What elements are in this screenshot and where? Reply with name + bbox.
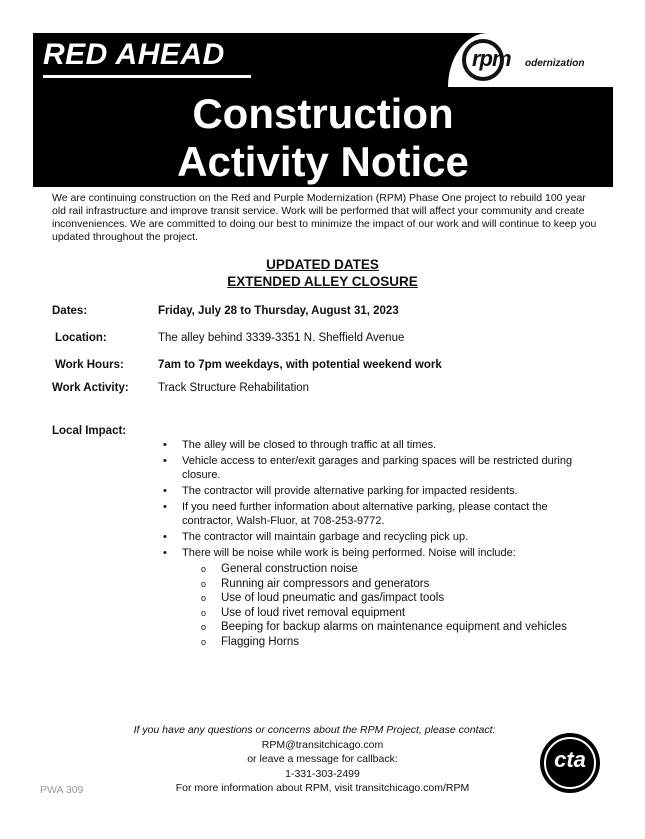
contact-website[interactable]: For more information about RPM, visit transitchicago.com/RPM <box>175 782 470 794</box>
work-activity-label: Work Activity: <box>52 382 129 394</box>
noise-item: o General construction noise <box>201 563 358 575</box>
cta-logo-text: cta <box>554 747 586 772</box>
header-banner <box>33 33 613 187</box>
dates-value: Friday, July 28 to Thursday, August 31, 2023 <box>158 305 399 317</box>
list-item: • If you need further information about alternative parking, please contact the contractor, Walsh-Fluor, at 708-253-9772. <box>163 501 548 527</box>
form-code: PWA 309 <box>40 784 84 796</box>
list-item: • There will be noise while work is being performed. Noise will include: <box>163 547 516 559</box>
title-line-1: Construction <box>192 90 454 137</box>
updated-dates-heading: UPDATED DATES <box>266 257 379 272</box>
work-activity-value: Track Structure Rehabilitation <box>158 382 310 394</box>
contact-intro: If you have any questions or concerns about the RPM Project, please contact: <box>133 724 496 736</box>
circle-bullet-icon: o <box>201 564 207 574</box>
circle-bullet-icon: o <box>201 636 207 647</box>
dates-label: Dates: <box>52 305 88 317</box>
local-impact-label: Local Impact: <box>52 425 127 437</box>
circle-bullet-icon: o <box>201 607 207 618</box>
red-ahead-logo: RED AHEAD <box>43 38 225 71</box>
bullet-icon: • <box>163 547 167 559</box>
location-label: Location: <box>55 332 107 344</box>
contact-phone: 1-331-303-2499 <box>285 768 360 780</box>
noise-item: o Running air compressors and generators <box>201 577 430 590</box>
contact-email[interactable]: RPM@transitchicago.com <box>261 739 384 751</box>
location-value: The alley behind 3339-3351 N. Sheffield Avenue <box>158 332 405 344</box>
list-item: • The alley will be closed to through traffic at all times. <box>163 439 437 451</box>
contact-callback-note: or leave a message for callback: <box>247 753 398 765</box>
list-item: • The contractor will maintain garbage and recycling pick up. <box>163 531 469 543</box>
list-item: • The contractor will provide alternative parking for impacted residents. <box>163 485 518 497</box>
impact-list <box>163 438 583 649</box>
bullet-icon: • <box>163 531 167 543</box>
page-title <box>33 90 613 186</box>
intro-paragraph: We are continuing construction on the Red and Purple Modernization (RPM) Phase One project to rebuild 100 year old rail infrastructure and improve transit service. Work will be performed that will affect your community and create inconveniences. We are committed to doing our best to minimize the impact of our work and will continue to keep you updated throughout the project. <box>52 192 597 243</box>
noise-item: o Beeping for backup alarms on maintenance equipment and vehicles <box>201 621 567 633</box>
modernization-logo-text: odernization <box>525 58 585 69</box>
bullet-icon: • <box>163 485 167 497</box>
circle-bullet-icon: o <box>201 622 207 632</box>
rpm-logo-text: rpm <box>472 46 511 71</box>
bullet-icon: • <box>163 455 167 467</box>
brand-underline <box>43 75 251 78</box>
rpm-modernization-logo <box>448 33 613 87</box>
noise-item: o Flagging Horns <box>201 635 299 648</box>
work-hours-value: 7am to 7pm weekdays, with potential weekend work <box>158 359 442 371</box>
cta-logo <box>540 733 600 793</box>
noise-item: o Use of loud rivet removal equipment <box>201 606 406 619</box>
noise-item: o Use of loud pneumatic and gas/impact tools <box>201 592 445 604</box>
extended-closure-heading: EXTENDED ALLEY CLOSURE <box>227 274 418 289</box>
list-item: • Vehicle access to enter/exit garages and parking spaces will be restricted during closure. <box>163 455 573 481</box>
work-hours-label: Work Hours: <box>55 359 124 371</box>
bullet-icon: • <box>163 439 167 451</box>
circle-bullet-icon: o <box>201 593 207 603</box>
bullet-icon: • <box>163 501 167 513</box>
title-line-2: Activity Notice <box>177 138 469 185</box>
circle-bullet-icon: o <box>201 578 207 589</box>
